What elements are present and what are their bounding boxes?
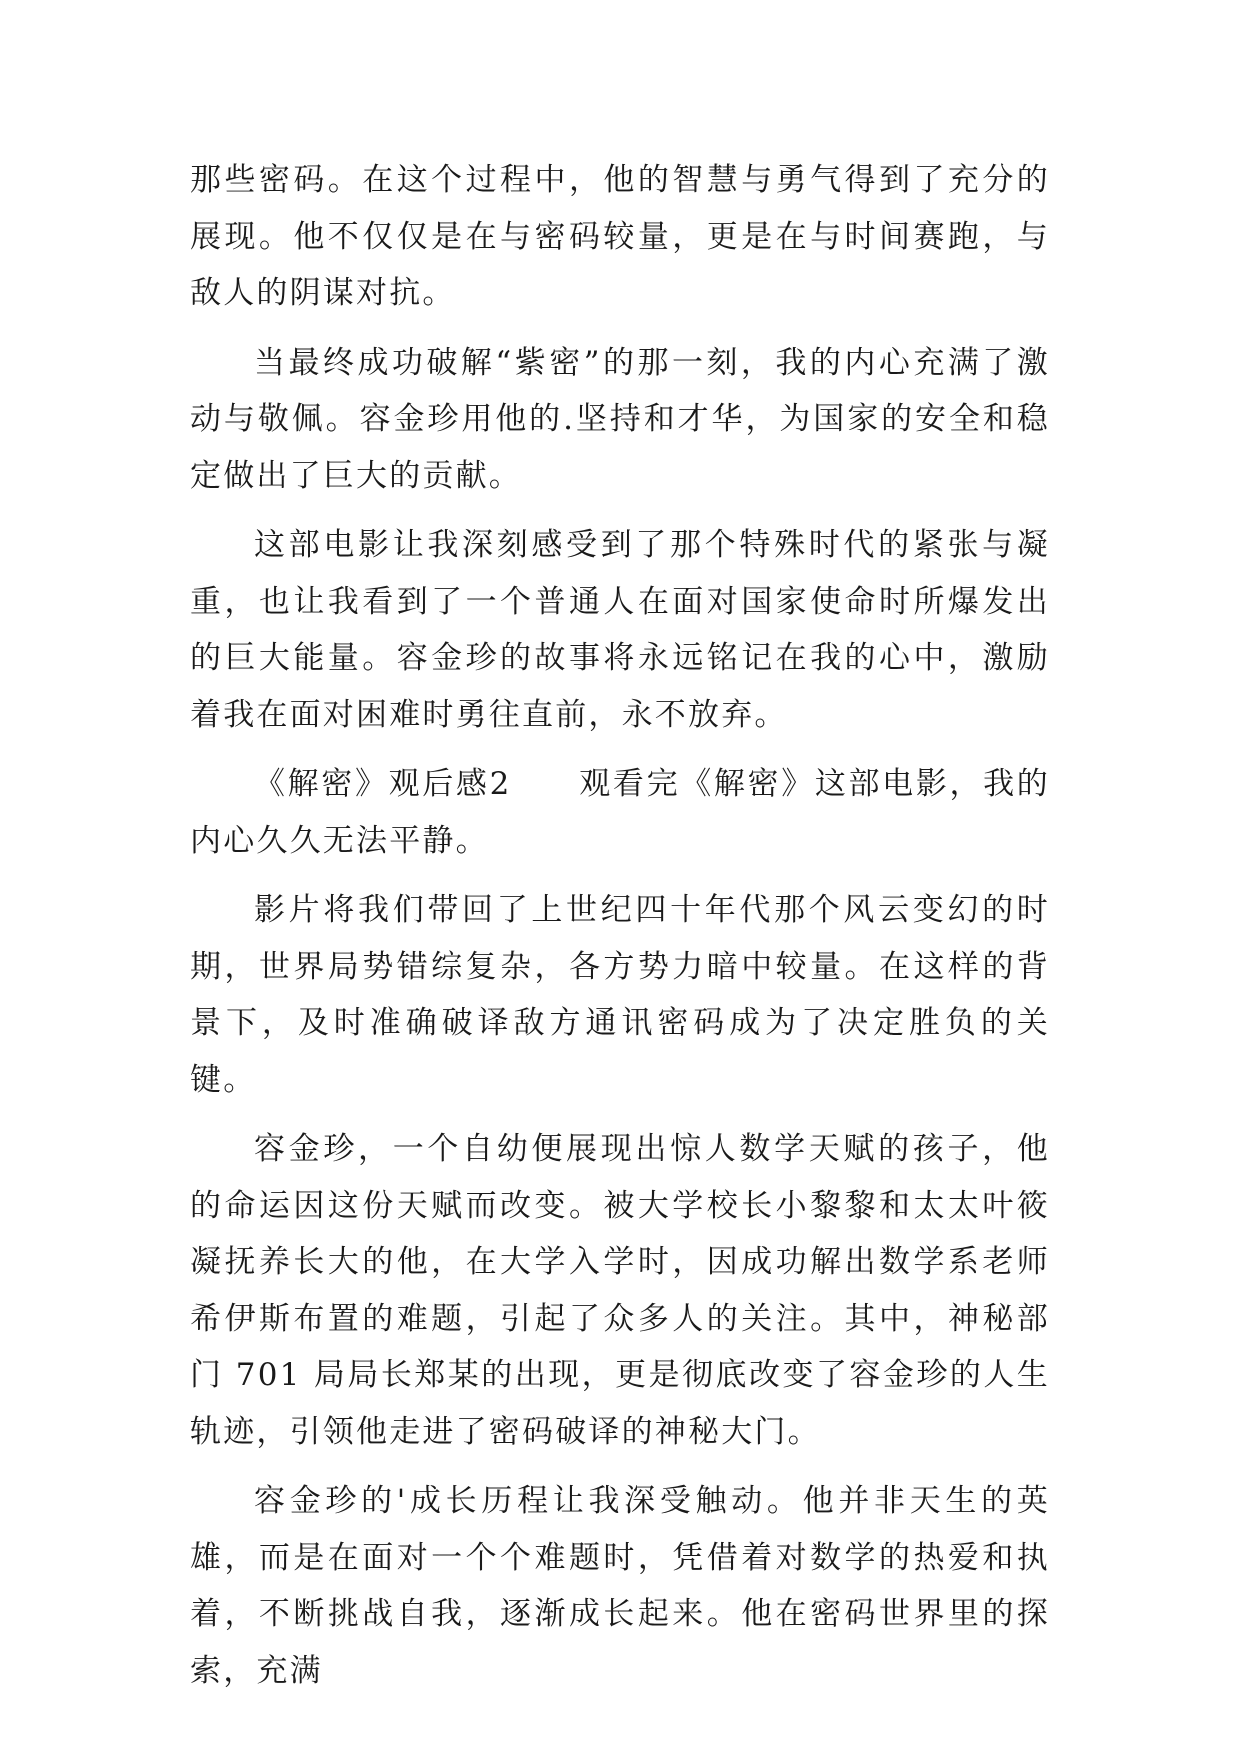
paragraph-3: 这部电影让我深刻感受到了那个特殊时代的紧张与凝重，也让我看到了一个普通人在面对国家使命时所爆发出的巨大能量。容金珍的故事将永远铭记在我的心中，激励着我在面对困难时勇往直前，永不放弃。 xyxy=(190,527,1050,733)
paragraph-7: 容金珍的'成长历程让我深受触动。他并非天生的英雄，而是在面对一个个难题时，凭借着对数学的热爱和执着，不断挑战自我，逐渐成长起来。他在密码世界里的探索，充满 xyxy=(190,1483,1050,1689)
paragraph-2: 当最终成功破解“紫密”的那一刻，我的内心充满了激动与敬佩。容金珍用他的.坚持和才华，为国家的安全和稳定做出了巨大的贡献。 xyxy=(190,344,1050,494)
paragraph-1: 那些密码。在这个过程中，他的智慧与勇气得到了充分的展现。他不仅仅是在与密码较量，更是在与时间赛跑，与敌人的阴谋对抗。 xyxy=(190,162,1050,311)
body-text xyxy=(190,152,1050,1712)
paragraph-4-section-heading: 《解密》观后感2 观看完《解密》这部电影，我的内心久久无法平静。 xyxy=(190,766,1050,859)
paragraph-5: 影片将我们带回了上世纪四十年代那个风云变幻的时期，世界局势错综复杂，各方势力暗中较量。在这样的背景下，及时准确破译敌方通讯密码成为了决定胜负的关键。 xyxy=(190,892,1050,1098)
paragraph-6: 容金珍，一个自幼便展现出惊人数学天赋的孩子，他的命运因这份天赋而改变。被大学校长小黎黎和太太叶筱凝抚养长大的他，在大学入学时，因成功解出数学系老师希伊斯布置的难题，引起了众多人的关注。其中，神秘部门 701 局局长郑某的出现，更是彻底改变了容金珍的人生轨迹，引领他走进了密码破译的神秘大门。 xyxy=(190,1131,1050,1450)
